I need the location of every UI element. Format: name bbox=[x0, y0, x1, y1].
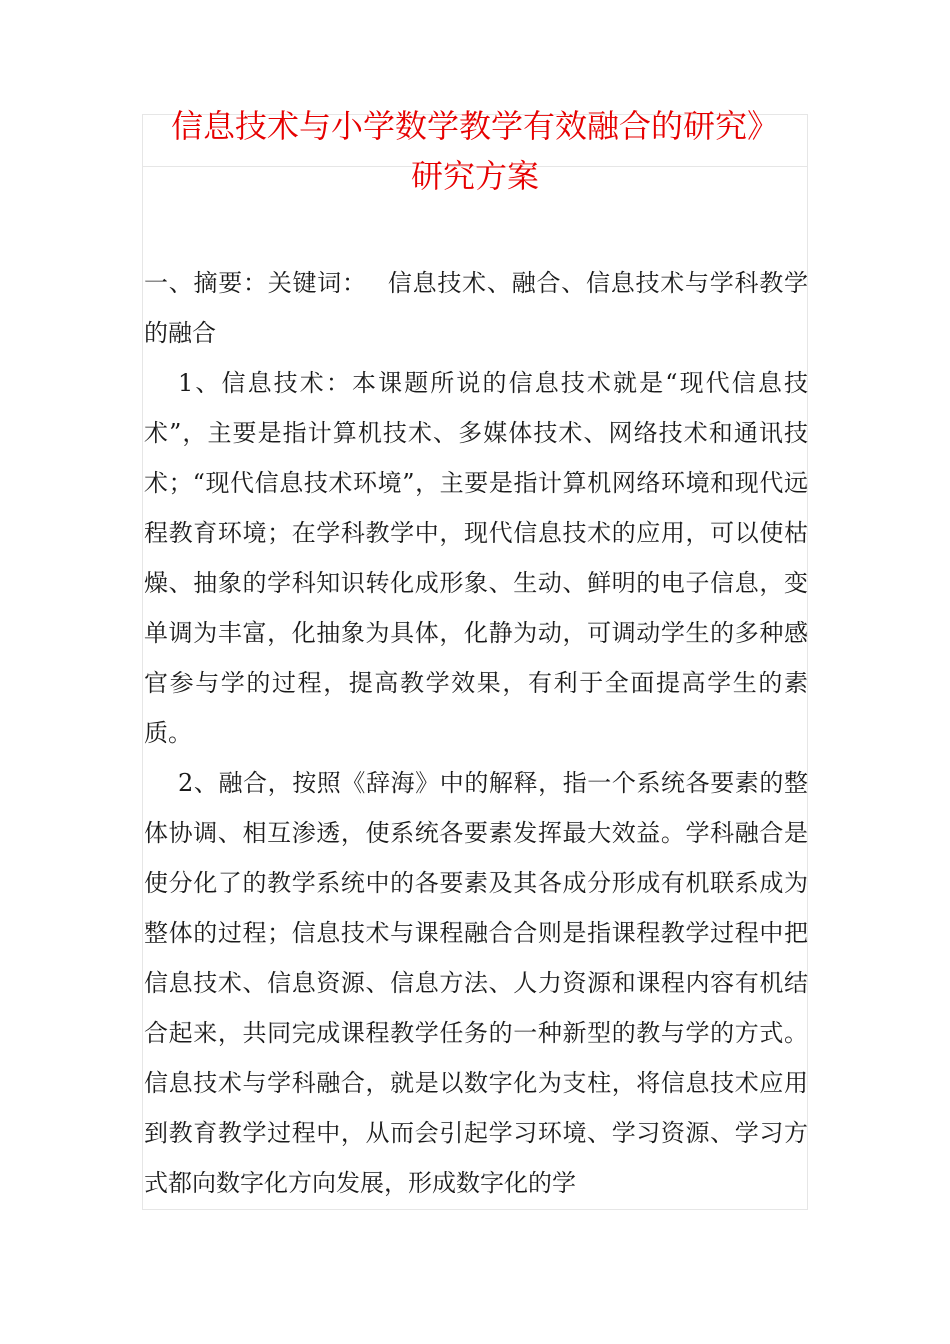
document-title-line-2: 研究方案 bbox=[410, 157, 539, 195]
paragraph-information-technology: 1、信息技术：本课题所说的信息技术就是“现代信息技术”，主要是指计算机技术、多媒体技术、网络技术和通讯技术；“现代信息技术环境”，主要是指计算机网络环境和现代远程教育环境；在学科教学中，现代信息技术的应用，可以使枯燥、抽象的学科知识转化成形象、生动、鲜明的电子信息，变单调为丰富，化抽象为具体，化静为动，可调动学生的多种感官参与学的过程，提高教学效果，有利于全面提高学生的素质。 bbox=[144, 369, 808, 747]
document-body bbox=[144, 258, 808, 1208]
paragraph-integration: 2、融合，按照《辞海》中的解释，指一个系统各要素的整体协调、相互渗透，使系统各要素发挥最大效益。学科融合是使分化了的教学系统中的各要素及其各成分形成有机联系成为整体的过程；信息技术与课程融合合则是指课程教学过程中把信息技术、信息资源、信息方法、人力资源和课程内容有机结合起来，共同完成课程教学任务的一种新型的教与学的方式。信息技术与学科融合，就是以数字化为支柱，将信息技术应用到教育教学过程中，从而会引起学习环境、学习资源、学习方式都向数字化方向发展，形成数字化的学 bbox=[144, 769, 808, 1197]
document-title-line-1: 信息技术与小学数学教学有效融合的研究》 bbox=[170, 107, 779, 145]
abstract-keywords-paragraph: 一、摘要：关键词： 信息技术、融合、信息技术与学科教学的融合 bbox=[144, 269, 808, 347]
